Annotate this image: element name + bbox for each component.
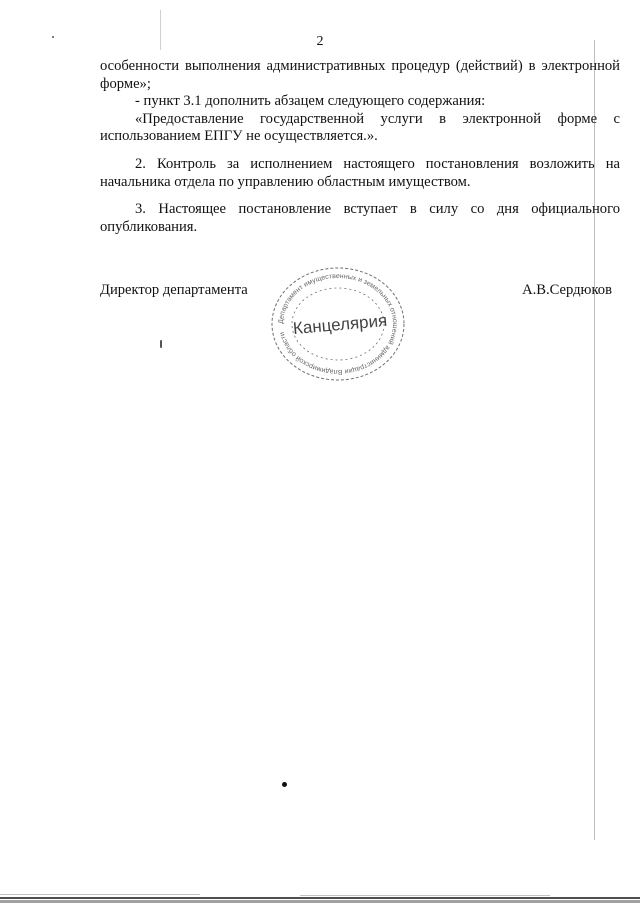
paragraph-item-3: 3. Настоящее постановление вступает в силу со дня официального опубликования. [100, 201, 620, 235]
paragraph-item-2: 2. Контроль за исполнением настоящего постановления возложить на начальника отдела по управлению областным имуществом. [100, 155, 620, 190]
stamp-ring-text: Департамент имущественных и земельных отношений администрации Владимирской области [277, 272, 399, 376]
scan-speck [52, 36, 54, 38]
document-body [100, 58, 620, 236]
page-number: 2 [316, 34, 324, 49]
scan-speck [282, 782, 287, 787]
office-stamp [268, 264, 408, 384]
scan-bottom-noise [0, 889, 640, 905]
scan-edge-line [160, 10, 161, 50]
paragraph-quoted-text: «Предоставление государственной услуги в электронной форме с использованием ЕПГУ не осуществляется.». [100, 110, 620, 145]
signatory-name: А.В.Сердюков [522, 282, 612, 298]
scan-speck [160, 340, 162, 348]
stamp-center-text: Канцелярия [292, 310, 388, 339]
paragraph-amendment-intro: - пункт 3.1 дополнить абзацем следующего содержания: [135, 93, 486, 110]
scan-fold-line [594, 40, 595, 840]
paragraph-continuation: особенности выполнения административных процедур (действий) в электронной форме»; [100, 58, 620, 92]
signatory-position: Директор департамента [100, 282, 248, 298]
